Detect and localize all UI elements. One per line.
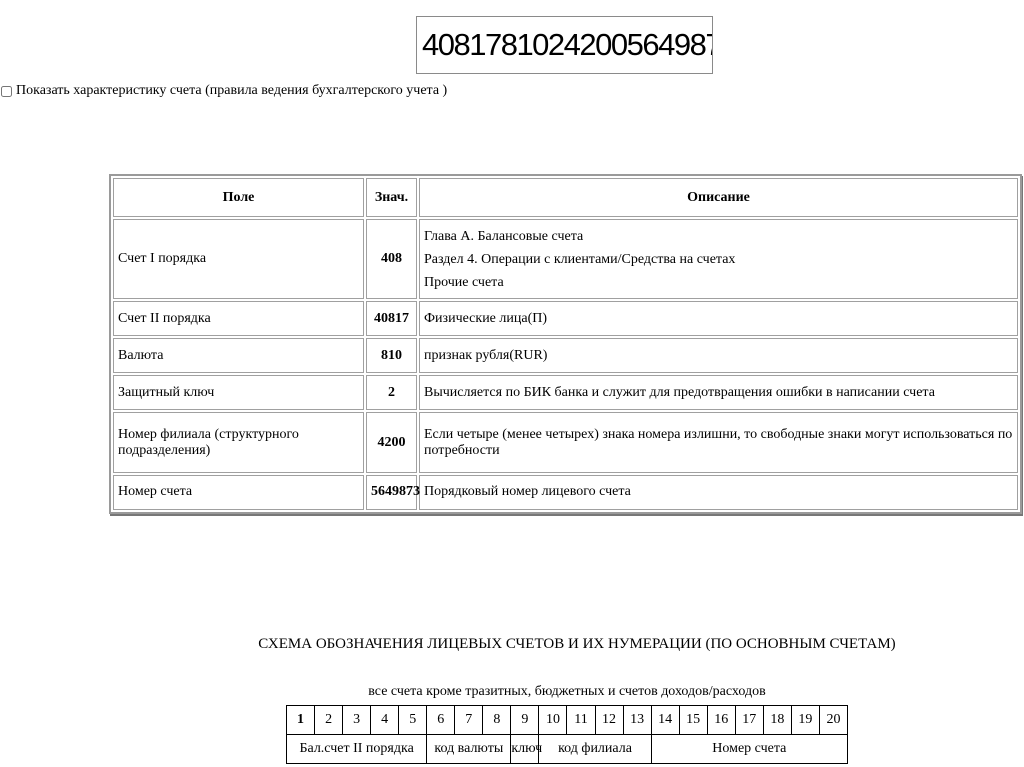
account-schema-table bbox=[286, 705, 848, 764]
schema-group: ключ bbox=[511, 735, 539, 764]
schema-group: код филиала bbox=[539, 735, 651, 764]
schema-digit: 10 bbox=[539, 706, 567, 735]
schema-digit: 7 bbox=[455, 706, 483, 735]
schema-title: СХЕМА ОБОЗНАЧЕНИЯ ЛИЦЕВЫХ СЧЕТОВ И ИХ НУМЕРАЦИИ (ПО ОСНОВНЫМ СЧЕТАМ) bbox=[258, 636, 896, 652]
row-description: Физические лица(П) bbox=[419, 301, 1018, 336]
row-description: признак рубля(RUR) bbox=[419, 338, 1018, 373]
row-description: Порядковый номер лицевого счета bbox=[419, 475, 1018, 510]
schema-digit: 5 bbox=[399, 706, 427, 735]
schema-digit: 16 bbox=[707, 706, 735, 735]
schema-group: код валюты bbox=[427, 735, 511, 764]
row-field: Номер филиала (структурного подразделения) bbox=[113, 412, 364, 473]
row-field: Счет I порядка bbox=[113, 219, 364, 299]
row-field: Защитный ключ bbox=[113, 375, 364, 410]
schema-digit: 11 bbox=[567, 706, 595, 735]
header-value: Знач. bbox=[366, 178, 417, 217]
schema-digit: 15 bbox=[679, 706, 707, 735]
schema-digits-row bbox=[287, 706, 848, 735]
schema-digit: 19 bbox=[791, 706, 819, 735]
row-value: 5649873 bbox=[366, 475, 417, 510]
schema-digit: 17 bbox=[735, 706, 763, 735]
account-info-table bbox=[109, 174, 1022, 514]
schema-digit: 4 bbox=[371, 706, 399, 735]
show-characteristics-label: Показать характеристику счета (правила ведения бухгалтерского учета ) bbox=[16, 83, 448, 98]
table-row bbox=[113, 301, 1018, 336]
schema-digit: 14 bbox=[651, 706, 679, 735]
row-description bbox=[419, 219, 1018, 299]
table-row bbox=[113, 375, 1018, 410]
row-value: 408 bbox=[366, 219, 417, 299]
schema-group: Номер счета bbox=[651, 735, 847, 764]
schema-digit: 8 bbox=[483, 706, 511, 735]
row-value: 2 bbox=[366, 375, 417, 410]
schema-digit: 12 bbox=[595, 706, 623, 735]
row-description: Вычисляется по БИК банка и служит для предотвращения ошибки в написании счета bbox=[419, 375, 1018, 410]
account-number-input[interactable] bbox=[416, 16, 713, 74]
row-value: 40817 bbox=[366, 301, 417, 336]
table-row bbox=[113, 219, 1018, 299]
table-row bbox=[113, 475, 1018, 510]
show-characteristics-row bbox=[0, 80, 447, 102]
schema-subtitle: все счета кроме тразитных, бюджетных и счетов доходов/расходов bbox=[368, 684, 766, 699]
row-value: 810 bbox=[366, 338, 417, 373]
schema-digit: 13 bbox=[623, 706, 651, 735]
schema-digit: 6 bbox=[427, 706, 455, 735]
schema-group: Бал.счет II порядка bbox=[287, 735, 427, 764]
table-row bbox=[113, 338, 1018, 373]
schema-digit: 1 bbox=[287, 706, 315, 735]
schema-digit: 20 bbox=[819, 706, 847, 735]
row-field: Номер счета bbox=[113, 475, 364, 510]
schema-digit: 9 bbox=[511, 706, 539, 735]
schema-digit: 2 bbox=[315, 706, 343, 735]
schema-digit: 3 bbox=[343, 706, 371, 735]
show-characteristics-checkbox[interactable] bbox=[1, 86, 12, 97]
row-field: Валюта bbox=[113, 338, 364, 373]
schema-groups-row bbox=[287, 735, 848, 764]
table-row bbox=[113, 412, 1018, 473]
table-header-row bbox=[113, 178, 1018, 217]
header-field: Поле bbox=[113, 178, 364, 217]
description-line: Прочие счета bbox=[424, 274, 504, 290]
row-value: 4200 bbox=[366, 412, 417, 473]
schema-digit: 18 bbox=[763, 706, 791, 735]
header-description: Описание bbox=[419, 178, 1018, 217]
description-line: Раздел 4. Операции с клиентами/Средства на счетах bbox=[424, 251, 736, 267]
description-line: Глава А. Балансовые счета bbox=[424, 228, 584, 244]
row-field: Счет II порядка bbox=[113, 301, 364, 336]
row-description: Если четыре (менее четырех) знака номера излишни, то свободные знаки могут использоваться по потребности bbox=[419, 412, 1018, 473]
